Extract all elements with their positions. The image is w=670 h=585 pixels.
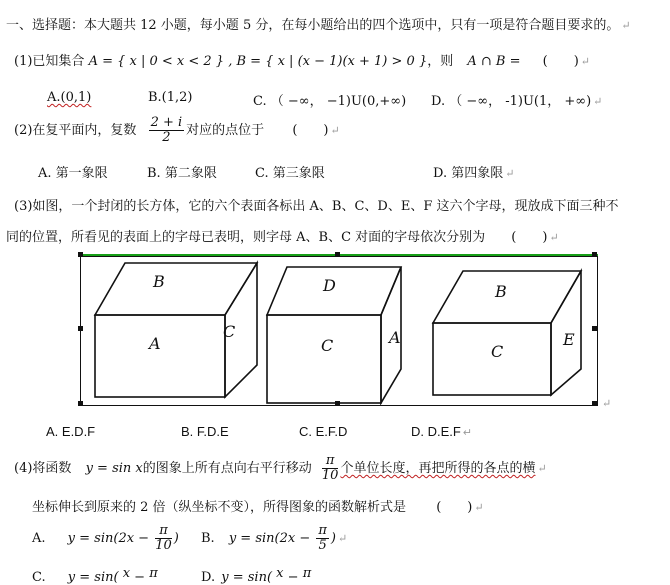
resize-handle-w[interactable] [78, 326, 83, 331]
question-4: (4)将函数 y = sin x的图象上所有点向右平行移动 $\frac{\pi}{10}$ 个单位长度，再把所得的各点的横 ↵ [14, 453, 547, 483]
box1-front-face [95, 315, 225, 397]
q2-option-a: A. 第一象限 [38, 166, 108, 181]
q2-option-b: B. 第二象限 [147, 166, 217, 181]
question-4-line-2: 坐标伸长到原来的 2 倍（纵坐标不变），所得图象的函数解析式是 ( ) ↵ [32, 500, 484, 515]
box3-top-face [433, 271, 581, 323]
q1-option-c: C. （ −∞， −1)U(0,+∞) [253, 94, 407, 109]
box2-front-label: C [321, 336, 334, 355]
box1-top-face [95, 263, 257, 315]
resize-handle-s[interactable] [335, 401, 340, 406]
q2-option-c: C. 第三象限 [255, 166, 325, 181]
box1-front-label: A [149, 334, 161, 353]
q3-option-a: A. E.D.F [46, 424, 96, 439]
question-2: (2)在复平面内，复数 $\frac{2 + i}{2}$ 对应的点位于 ( ) ↵ [14, 115, 340, 145]
q1-option-d: D. （ −∞， -1)U(1， +∞) ↵ [431, 94, 603, 109]
section-header: 一、选择题：本大题共 12 小题，每小题 5 分，在每小题给出的四个选项中，只有一项是符合题目要求的。 ↵ [6, 18, 631, 33]
q4-option-c: C. y = sin( x − π [32, 566, 158, 585]
q4-option-d: D. y = sin( x − π [201, 566, 312, 585]
shift-fraction: $\frac{\pi}{10}$ [321, 453, 339, 483]
q3-option-b: B. F.D.E [181, 424, 229, 439]
resize-handle-sw[interactable] [78, 401, 83, 406]
question-1: (1)已知集合 A = { x | 0 < x < 2 } , B = { x | (x − 1)(x + 1) > 0 }，则 A ∩ B = ( ) ↵ [14, 54, 591, 69]
cuboid-figure[interactable] [80, 256, 598, 406]
box3-top-label: B [495, 282, 507, 301]
set-b: B = { x | (x − 1)(x + 1) > 0 } [236, 54, 428, 69]
q4-option-b: B. y = sin(2x − $\frac{\pi}{5}$ ) ↵ [201, 523, 348, 553]
resize-handle-e[interactable] [592, 326, 597, 331]
q1-option-b: B.(1,2) [148, 90, 193, 105]
box2-side-label: A [389, 328, 401, 347]
set-a: A = { x | 0 < x < 2 } , [88, 54, 233, 69]
question-3-line-2: 同的位置，所看见的表面上的字母已表明，则字母 A、B、C 对面的字母依次分别为 ( ) ↵ [6, 230, 559, 245]
box1-top-label: B [153, 272, 165, 291]
return-mark: ↵ [621, 19, 631, 32]
q1-option-a: A.(0,1) [47, 90, 92, 105]
q3-option-c: C. E.F.D [299, 424, 348, 439]
resize-handle-n[interactable] [335, 252, 340, 257]
cuboid-drawings [81, 257, 597, 405]
intersection-expr: A ∩ B = [467, 54, 521, 69]
box2-top-label: D [323, 276, 336, 295]
resize-handle-ne[interactable] [592, 252, 597, 257]
q3-option-d: D. D.E.F ↵ [411, 424, 473, 439]
box3-side-label: E [563, 330, 575, 349]
box1-side-label: C [223, 322, 236, 341]
resize-handle-nw[interactable] [78, 252, 83, 257]
q4-option-a: A. y = sin(2x − $\frac{\pi}{10}$ ) [32, 523, 179, 553]
function-expr: y = sin x [85, 461, 143, 476]
question-3-line-1: (3)如图，一个封闭的长方体，它的六个表面各标出 A、B、C、D、E、F 这六个字母，现放成下面三种不 [14, 199, 619, 214]
box3-front-label: C [491, 342, 504, 361]
complex-fraction: $\frac{2 + i}{2}$ [150, 115, 183, 145]
q2-option-d: D. 第四象限 ↵ [433, 166, 515, 181]
resize-handle-se[interactable] [592, 401, 597, 406]
box2-front-face [267, 315, 381, 403]
